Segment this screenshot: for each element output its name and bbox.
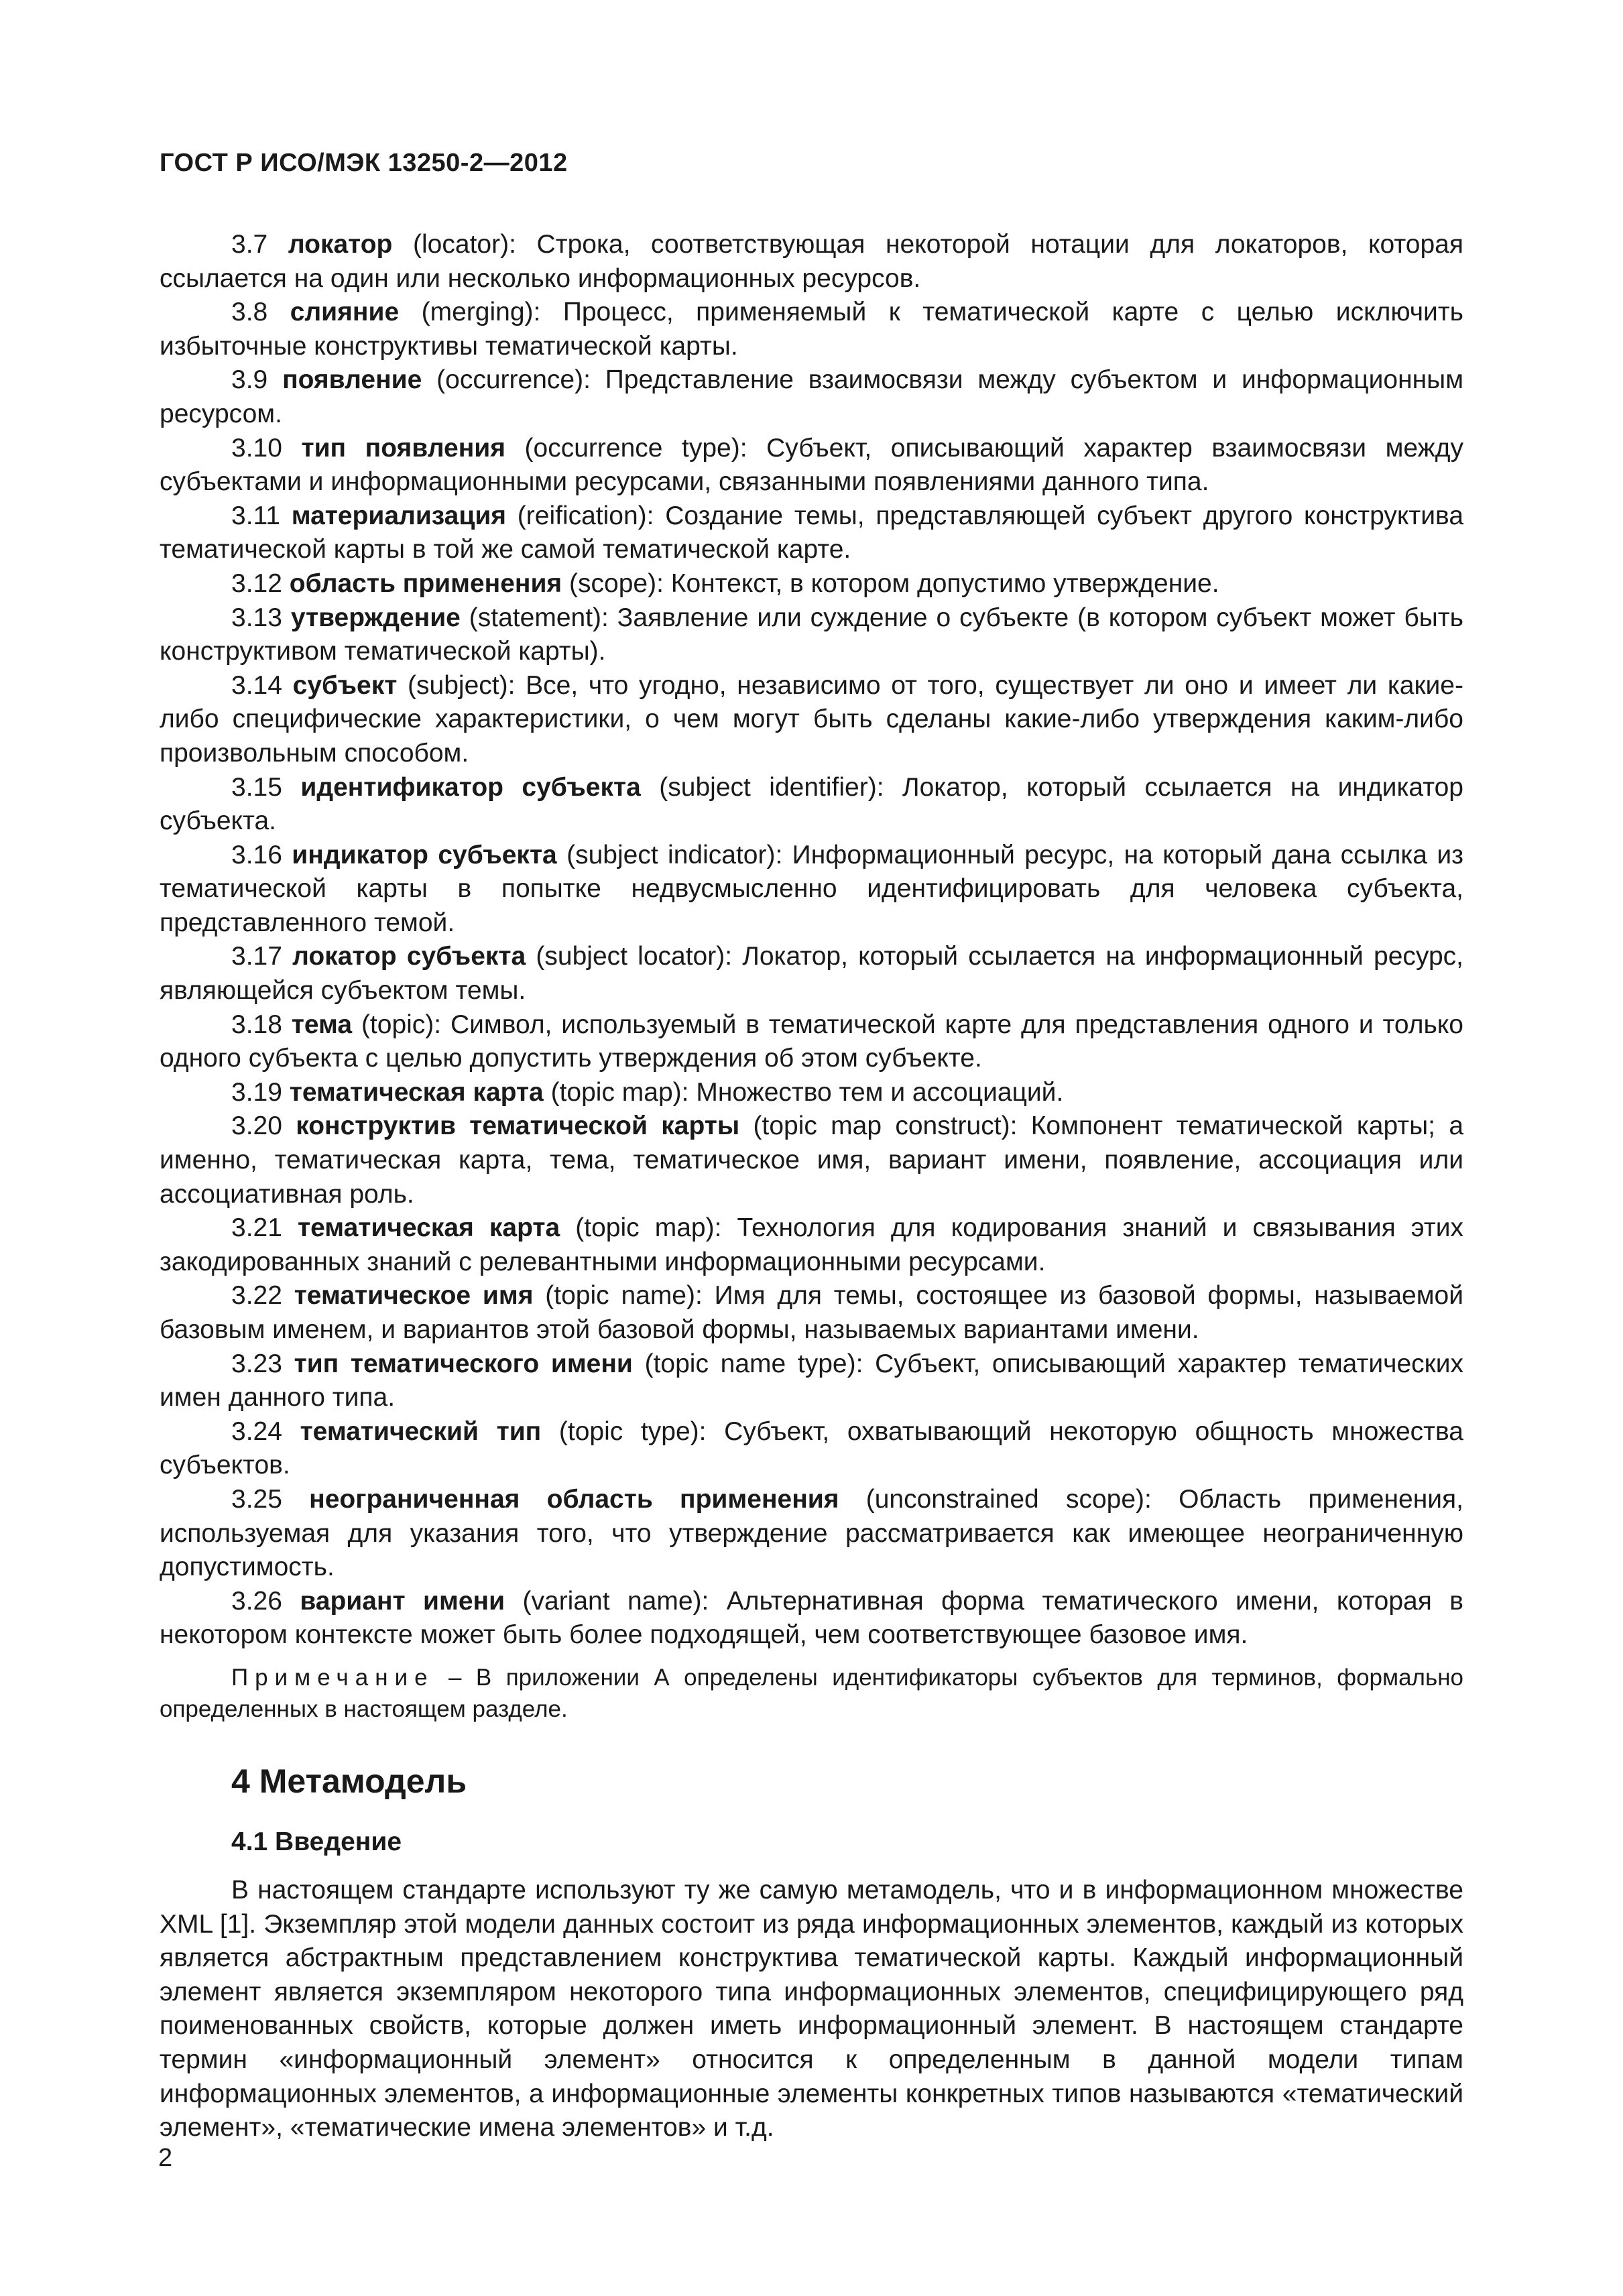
definition-english: (subject indicator) [566,840,776,869]
definition-number: 3.20 [231,1111,282,1141]
definition-number: 3.24 [231,1416,282,1446]
section-paragraph: В настоящем стандарте используют ту же самую метамодель, что и в информационном множестве XML [1]. Экземпляр этой модели данных состоит из ряда информационных элементов, каждый из которых является абстрактным представлением конструктива тематической карты. Каждый информационный элемент является экземпляром некоторого типа информационных элементов, специфицирующего ряд поименованных свойств, которые должен иметь информационный элемент. В настоящем стандарте термин «информационный элемент» относится к определенным в данной модели типам информационных элементов, а информационные элементы конкретных типов называются «тематический элемент», «тематические имена элементов» и т.д. [160,1875,1463,2142]
definition-english: (topic map) [575,1213,715,1243]
definition-term: идентификатор субъекта [300,772,641,802]
definition-english: (subject) [408,670,508,700]
note [160,1662,1463,1725]
definition-text: : Заявление или суждение о субъекте (в котором субъект может быть конструктивом тематической карты). [160,603,1464,666]
definition-text: : Процесс, применяемый к тематической карте с целью исключить избыточные конструктивы тематической карты. [160,298,1464,361]
definition-term: слияние [290,298,400,327]
definition-term: тема [291,1010,353,1039]
definition-text: : Символ, используемый в тематической карте для представления одного и только одного субъекта с целью допустить утверждения об этом субъекте. [160,1010,1463,1073]
definition-number: 3.16 [231,840,282,869]
definition-text: : Имя для темы, состоящее из базовой формы, называемой базовым именем, и вариантов этой базовой формы, называемых вариантами имени. [160,1281,1463,1344]
definition-english: (reification) [517,501,647,530]
note-label: Примечание [231,1664,434,1691]
definition-text: : Субъект, описывающий характер тематических имен данного типа. [160,1349,1463,1412]
note-text: – В приложении А определены идентификаторы субъектов для терминов, формально определенных в настоящем разделе. [160,1664,1463,1722]
definition-term: появление [282,365,422,395]
definition-text: : Информационный ресурс, на который дана ссылка из тематической карты в попытке недвусмысленно идентифицировать для человека субъекта, представленного темой. [160,840,1463,937]
definition-entry [160,1211,1463,1279]
definition-entry [160,1347,1463,1415]
definition-number: 3.18 [231,1010,282,1039]
definition-text: : Локатор, который ссылается на информационный ресурс, являющейся субъектом темы. [160,942,1463,1006]
definition-number: 3.14 [231,670,282,700]
definition-term: субъект [292,670,398,700]
definition-text: : Компонент тематической карты; а именно, тематическая карта, тема, тематическое имя, вариант имени, появление, ассоциация или ассоциативная роль. [160,1111,1464,1209]
definition-number: 3.8 [231,298,268,327]
definition-number: 3.26 [231,1586,282,1616]
definition-english: (occurrence) [436,365,584,395]
definition-term: тип появления [301,433,505,463]
definition-term: локатор субъекта [292,942,526,971]
definition-term: локатор [288,230,393,259]
definition-english: (topic map construct) [753,1111,1010,1141]
definition-entry [160,567,1463,601]
definition-english: (subject locator) [536,942,725,971]
definition-entry [160,1585,1463,1652]
definition-text: : Множество тем и ассоциаций. [681,1077,1064,1107]
section-title: 4 Метамодель [231,1762,467,1800]
definition-term: тематическая карта [289,1077,544,1107]
definition-english: (topic map) [550,1077,682,1107]
page-number: 2 [158,2144,173,2172]
definition-term: материализация [291,501,507,530]
definition-entry [160,228,1463,296]
definition-english: (scope) [569,568,657,598]
definition-text: : Технология для кодирования знаний и связывания этих закодированных знаний с релевантными информационными ресурсами. [160,1213,1463,1276]
definition-term: тип тематического имени [294,1349,633,1378]
definition-number: 3.23 [231,1349,282,1378]
definitions-list [160,228,1463,1652]
definition-text: : Представление взаимосвязи между субъектом и информационным ресурсом. [160,365,1464,428]
definition-term: утверждение [290,603,461,632]
definition-term: конструктив тематической карты [296,1111,740,1141]
definition-term: область применения [289,568,562,598]
definition-english: (topic name) [545,1281,695,1311]
definition-text: : Субъект, описывающий характер взаимосвязи между субъектами и информационными ресурсами, связанными появлениями данного типа. [160,433,1463,497]
definition-entry [160,499,1463,567]
definition-english: (topic type) [558,1416,699,1446]
definition-number: 3.25 [231,1484,282,1514]
definition-english: (statement) [469,603,602,632]
definition-entry [160,296,1463,363]
definition-number: 3.22 [231,1281,282,1311]
definition-entry [160,669,1463,771]
definition-entry [160,601,1463,669]
definition-term: тематическая карта [297,1213,560,1243]
definition-number: 3.15 [231,772,282,802]
definition-english: (merging) [421,298,534,327]
definition-text: : Все, что угодно, независимо от того, существует ли оно и имеет ли какие-либо специфические характеристики, о чем могут быть сделаны какие-либо утверждения каким-либо произвольным способом. [160,670,1463,768]
definition-entry [160,432,1463,499]
definition-text: : Контекст, в котором допустимо утверждение. [656,568,1219,598]
definition-entry [160,363,1463,431]
definition-entry [160,1076,1463,1110]
definition-english: (locator) [413,230,509,259]
definition-number: 3.11 [231,501,281,530]
definition-number: 3.19 [231,1077,282,1107]
definition-text: : Альтернативная форма тематического имени, которая в некотором контексте может быть более подходящей, чем соответствующее базовое имя. [160,1586,1463,1650]
definition-number: 3.9 [231,365,268,395]
definition-entry [160,1483,1463,1585]
definition-number: 3.21 [231,1213,282,1243]
definition-english: (topic name type) [644,1349,856,1378]
definition-term: индикатор субъекта [292,840,557,869]
definition-entry [160,771,1463,839]
definition-term: вариант имени [300,1586,505,1616]
definition-term: неограниченная область применения [309,1484,839,1514]
definition-entry [160,1279,1463,1347]
definition-text: : Создание темы, представляющей субъект другого конструктива тематической карты в той же самой тематической карте. [160,501,1464,564]
definition-english: (unconstrained scope) [865,1484,1145,1514]
definition-text: : Строка, соответствующая некоторой нотации для локаторов, которая ссылается на один или несколько информационных ресурсов. [160,230,1463,293]
definition-number: 3.17 [231,942,282,971]
standard-header: ГОСТ Р ИСО/МЭК 13250-2—2012 [160,149,568,177]
definition-term: тематическое имя [294,1281,534,1311]
definition-english: (topic) [361,1010,434,1039]
document-body [160,228,1463,2145]
definition-text: : Область применения, используемая для указания того, что утверждение рассматривается как имеющее неограниченную допустимость. [160,1484,1463,1582]
definition-english: (subject identifier) [659,772,877,802]
definition-entry [160,940,1463,1008]
definition-entry [160,1415,1463,1483]
definition-entry [160,839,1463,941]
definition-text: : Локатор, который ссылается на индикатор субъекта. [160,772,1463,836]
subsection-title: 4.1 Введение [231,1827,402,1856]
definition-entry [160,1109,1463,1211]
definition-number: 3.12 [231,568,282,598]
definition-number: 3.13 [231,603,282,632]
definition-english: (variant name) [522,1586,702,1616]
definition-text: : Субъект, охватывающий некоторую общность множества субъектов. [160,1416,1463,1480]
definition-term: тематический тип [300,1416,542,1446]
definition-entry [160,1008,1463,1076]
definition-english: (occurrence type) [524,433,740,463]
definition-number: 3.7 [231,230,268,259]
definition-number: 3.10 [231,433,282,463]
